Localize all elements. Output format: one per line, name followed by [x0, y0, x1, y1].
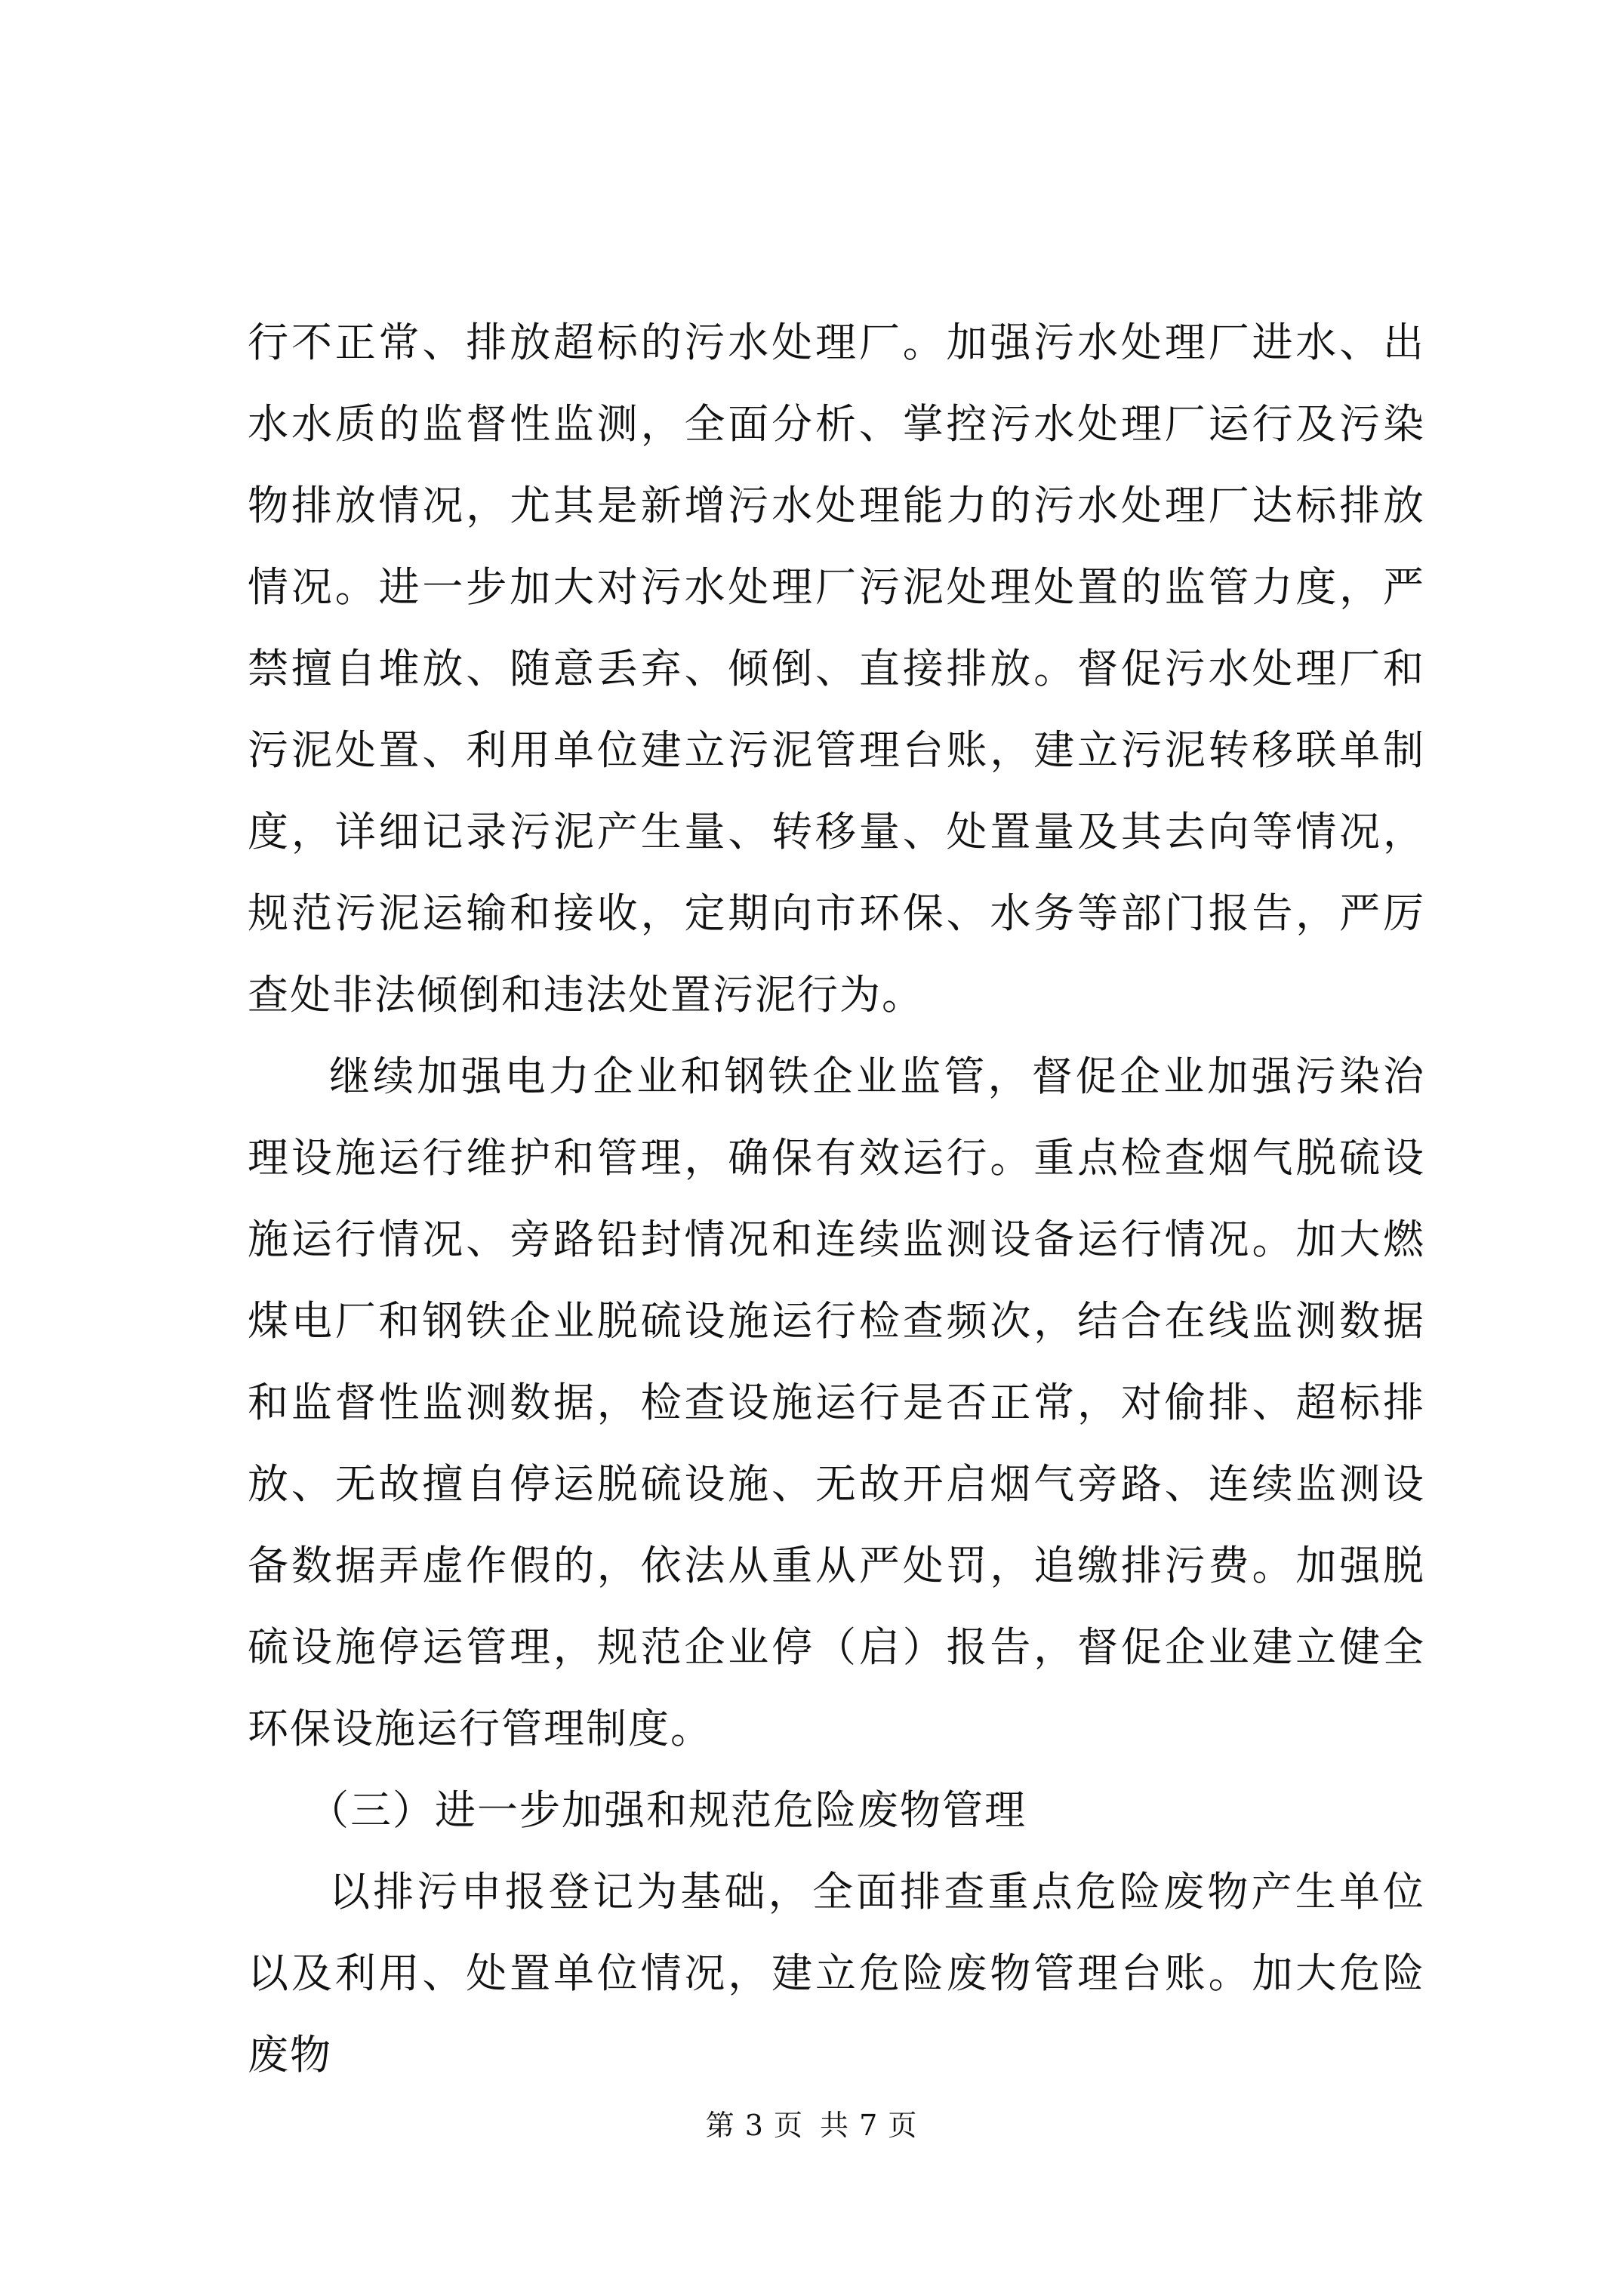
page-footer — [0, 2106, 1623, 2144]
section-heading: （三）进一步加强和规范危险废物管理 — [308, 1786, 1027, 1834]
paragraph-hazardous-waste: 以排污申报登记为基础，全面排查重点危险废物产生单位以及利用、处置单位情况，建立危险废物管理台账。加大危险废物 — [248, 1868, 1425, 2079]
paragraph-power-steel: 继续加强电力企业和钢铁企业监管，督促企业加强污染治理设施运行维护和管理，确保有效运行。重点检查烟气脱硫设施运行情况、旁路铅封情况和连续监测设备运行情况。加大燃煤电厂和钢铁企业脱硫设施运行检查频次，结合在线监测数据和监督性监测数据，检查设施运行是否正常，对偷排、超标排放、无故擅自停运脱硫设施、无故开启烟气旁路、连续监测设备数据弄虚作假的，依法从重从严处罚，追缴排污费。加强脱硫设施停运管理，规范企业停（启）报告，督促企业建立健全环保设施运行管理制度。 — [248, 1052, 1425, 1752]
page-total: 共 7 页 — [820, 2109, 918, 2142]
page-number: 第 3 页 — [705, 2109, 803, 2142]
paragraph-sewage-plants: 行不正常、排放超标的污水处理厂。加强污水处理厂进水、出水水质的监督性监测，全面分析、掌控污水处理厂运行及污染物排放情况，尤其是新增污水处理能力的污水处理厂达标排放情况。进一步加大对污水处理厂污泥处理处置的监管力度，严禁擅自堆放、随意丢弃、倾倒、直接排放。督促污水处理厂和污泥处置、利用单位建立污泥管理台账，建立污泥转移联单制度，详细记录污泥产生量、转移量、处置量及其去向等情况，规范污泥运输和接收，定期向市环保、水务等部门报告，严厉查处非法倾倒和违法处置污泥行为。 — [248, 319, 1425, 1019]
document-body — [248, 302, 1425, 2096]
